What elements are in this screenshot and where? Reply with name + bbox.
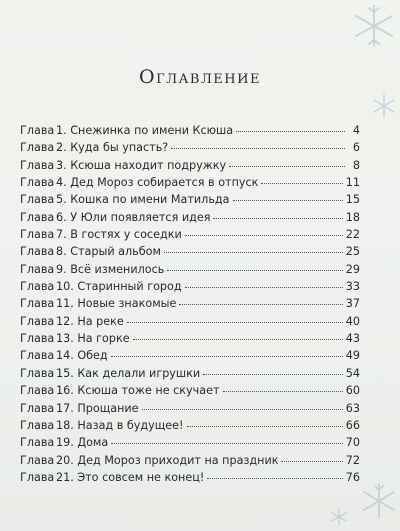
dot-leader [281, 461, 342, 462]
chapter-title: 17. Прощание [56, 401, 139, 415]
chapter-title: 1. Снежинка по имени Ксюша [56, 124, 234, 137]
snowflake-icon [352, 4, 396, 48]
toc-entry [20, 347, 360, 364]
page-number: 11 [345, 176, 360, 190]
dot-leader [171, 148, 345, 149]
chapter-title: 9. Всё изменилось [56, 262, 165, 276]
snowflake-icon [360, 482, 398, 520]
chapter-prefix: Глава [20, 228, 55, 242]
page-number: 72 [345, 453, 360, 467]
chapter-title: 11. Новые знакомые [56, 297, 177, 311]
dot-leader [207, 478, 342, 479]
chapter-label [20, 295, 176, 312]
chapter-label [20, 330, 130, 347]
page-number: 18 [345, 210, 360, 224]
toc-entry [20, 382, 360, 399]
chapter-label [20, 278, 182, 295]
chapter-label [20, 191, 230, 208]
chapter-title: 4. Дед Мороз собирается в отпуск [56, 176, 259, 190]
page-number: 54 [345, 366, 360, 380]
toc-entry [20, 365, 360, 382]
chapter-prefix: Глава [20, 297, 55, 311]
snowflake-icon [372, 94, 396, 118]
chapter-title: 21. Это совсем не конец! [56, 470, 205, 484]
dot-leader [185, 287, 343, 288]
chapter-prefix: Глава [20, 453, 55, 467]
page-number: 8 [352, 158, 360, 172]
dot-leader [187, 426, 343, 427]
chapter-label [20, 400, 139, 417]
toc-entry [20, 434, 360, 451]
page-number: 49 [345, 349, 360, 363]
page-number: 4 [352, 124, 360, 137]
toc-entry [20, 400, 360, 417]
page-number: 29 [345, 262, 360, 276]
chapter-prefix: Глава [20, 141, 55, 155]
chapter-prefix: Глава [20, 384, 55, 398]
page-title: Оглавление [139, 66, 261, 88]
dot-leader [179, 304, 342, 305]
toc-entry [20, 191, 360, 208]
chapter-label [20, 209, 210, 226]
dot-leader [133, 339, 343, 340]
dot-leader [164, 252, 343, 253]
chapter-label [20, 347, 108, 364]
chapter-prefix: Глава [20, 262, 55, 276]
chapter-prefix: Глава [20, 158, 55, 172]
chapter-prefix: Глава [20, 245, 55, 259]
dot-leader [213, 218, 342, 219]
dot-leader [223, 391, 343, 392]
toc-entry [20, 174, 360, 191]
chapter-prefix: Глава [20, 124, 55, 137]
chapter-title: 6. У Юли появляется идея [56, 210, 211, 224]
chapter-prefix: Глава [20, 176, 55, 190]
chapter-label [20, 469, 204, 486]
chapter-label [20, 417, 184, 434]
toc-entry [20, 209, 360, 226]
chapter-label [20, 382, 220, 399]
page-number: 70 [345, 436, 360, 450]
chapter-title: 19. Дома [56, 436, 109, 450]
table-of-contents [20, 122, 360, 486]
chapter-title: 15. Как делали игрушки [56, 366, 201, 380]
chapter-label [20, 452, 278, 469]
page-number: 15 [345, 193, 360, 207]
page-number: 76 [345, 470, 360, 484]
toc-entry [20, 295, 360, 312]
chapter-title: 16. Ксюша тоже не скучает [56, 384, 220, 398]
chapter-label [20, 157, 226, 174]
chapter-prefix: Глава [20, 401, 55, 415]
page-number: 25 [345, 245, 360, 259]
page-number: 60 [345, 384, 360, 398]
chapter-title: 5. Кошка по имени Матильда [56, 193, 230, 207]
toc-entry [20, 122, 360, 139]
dot-leader [233, 200, 343, 201]
dot-leader [203, 374, 343, 375]
dot-leader [236, 131, 345, 132]
chapter-prefix: Глава [20, 470, 55, 484]
chapter-prefix: Глава [20, 332, 55, 346]
chapter-prefix: Глава [20, 366, 55, 380]
toc-entry [20, 417, 360, 434]
chapter-label [20, 365, 200, 382]
chapter-label [20, 174, 258, 191]
toc-entry [20, 278, 360, 295]
chapter-title: 12. На реке [56, 314, 124, 328]
page-number: 40 [345, 314, 360, 328]
chapter-title: 7. В гостях у соседки [56, 228, 182, 242]
chapter-label [20, 434, 108, 451]
toc-entry [20, 139, 360, 156]
page-number: 22 [345, 228, 360, 242]
toc-entry [20, 226, 360, 243]
snowflake-icon [330, 508, 348, 526]
chapter-label [20, 226, 182, 243]
page-number: 43 [345, 332, 360, 346]
toc-entry [20, 469, 360, 486]
dot-leader [111, 356, 343, 357]
page-number: 6 [352, 141, 360, 155]
chapter-title: 18. Назад в будущее! [56, 418, 184, 432]
dot-leader [261, 183, 342, 184]
page-number: 37 [345, 297, 360, 311]
chapter-title: 10. Старинный город [56, 280, 182, 294]
toc-entry [20, 452, 360, 469]
chapter-prefix: Глава [20, 436, 55, 450]
chapter-title: 13. На горке [56, 332, 130, 346]
chapter-title: 8. Старый альбом [56, 245, 161, 259]
chapter-label [20, 122, 233, 139]
chapter-title: 3. Ксюша находит подружку [56, 158, 227, 172]
page-number: 33 [345, 280, 360, 294]
chapter-prefix: Глава [20, 418, 55, 432]
toc-entry [20, 261, 360, 278]
toc-entry [20, 313, 360, 330]
chapter-prefix: Глава [20, 349, 55, 363]
chapter-title: 2. Куда бы упасть? [56, 141, 169, 155]
chapter-prefix: Глава [20, 193, 55, 207]
page-number: 66 [345, 418, 360, 432]
toc-entry [20, 243, 360, 260]
toc-entry [20, 330, 360, 347]
chapter-label [20, 139, 168, 156]
dot-leader [167, 270, 342, 271]
dot-leader [229, 166, 345, 167]
chapter-prefix: Глава [20, 314, 55, 328]
dot-leader [111, 443, 343, 444]
dot-leader [127, 322, 343, 323]
dot-leader [142, 409, 343, 410]
chapter-label [20, 313, 124, 330]
chapter-title: 14. Обед [56, 349, 108, 363]
chapter-prefix: Глава [20, 210, 55, 224]
toc-entry [20, 157, 360, 174]
chapter-label [20, 243, 161, 260]
dot-leader [185, 235, 343, 236]
chapter-prefix: Глава [20, 280, 55, 294]
chapter-label [20, 261, 164, 278]
chapter-title: 20. Дед Мороз приходит на праздник [56, 453, 279, 467]
page-number: 63 [345, 401, 360, 415]
